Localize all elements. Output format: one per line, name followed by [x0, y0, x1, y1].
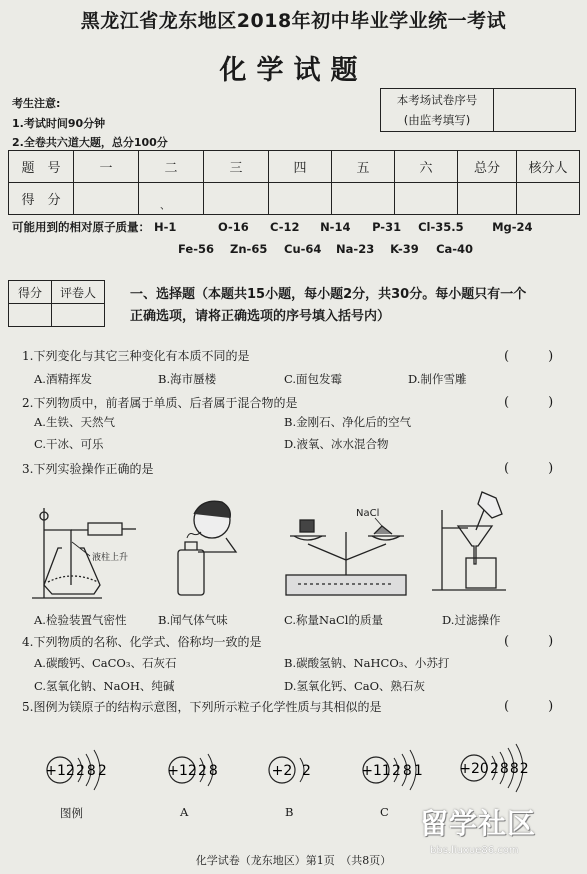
q1-option-c: C.面包发霉 — [284, 372, 343, 386]
atomic-mass: Cu-64 — [284, 242, 322, 256]
score-cell[interactable] — [204, 183, 269, 215]
answer-paren[interactable]: ( ) — [504, 634, 554, 649]
grader-score-label: 得分 — [9, 281, 52, 304]
score-table-header-row — [9, 151, 580, 183]
section-1-line1: 一、选择题（本题共15小题，每小题2分，共30分。每小题只有一个 — [130, 287, 527, 302]
electron-shells: 282 — [76, 763, 109, 779]
question-1-stem: 1.下列变化与其它三种变化有本质不同的是 — [22, 349, 250, 363]
q2-option-c: C.干冰、可乐 — [34, 437, 104, 451]
grader-score-cell[interactable] — [9, 304, 52, 327]
grader-table — [8, 280, 105, 327]
question-5-stem: 5.图例为镁原子的结构示意图，下列所示粒子化学性质与其相似的是 — [22, 700, 382, 714]
atom-option-c — [361, 750, 425, 790]
q3-experiment-figures — [22, 490, 582, 605]
watermark-url: bbs.liuxue86.com — [430, 845, 519, 856]
q4-option-b: B.碳酸氢钠、NaHCO₃、小苏打 — [284, 656, 450, 670]
atomic-mass: P-31 — [372, 220, 402, 234]
score-header-cell: 四 — [269, 151, 332, 183]
q3-option-a: A.检验装置气密性 — [34, 613, 127, 627]
atomic-mass: Mg-24 — [492, 220, 533, 234]
score-header-cell: 题 号 — [9, 151, 74, 183]
electron-shells: 2882 — [490, 761, 530, 777]
q4-option-a: A.碳酸钙、CaCO₃、石灰石 — [34, 656, 177, 670]
atomic-mass: K-39 — [390, 242, 419, 256]
atom-option-d — [459, 744, 529, 792]
score-cell[interactable] — [269, 183, 332, 215]
atomic-mass: Zn-65 — [230, 242, 268, 256]
question-2-stem: 2.下列物质中，前者属于单质、后者属于混合物的是 — [22, 396, 298, 410]
exam-id-line2: (由监考填写) — [403, 113, 471, 127]
score-tick: 、 — [160, 200, 170, 212]
q3-option-b: B.闻气体气味 — [158, 613, 228, 627]
nucleus-charge: +12 — [45, 763, 75, 779]
q4-option-d: D.氢氧化钙、CaO、熟石灰 — [284, 679, 426, 693]
nucleus-charge: +11 — [361, 763, 391, 779]
q3-option-d: D.过滤操作 — [442, 613, 501, 627]
q4-option-c: C.氢氧化钠、NaOH、纯碱 — [34, 679, 175, 693]
balance-scale — [286, 520, 406, 595]
atomic-mass: Na-23 — [336, 242, 375, 256]
electron-shells: 2 — [302, 763, 311, 779]
atomic-mass: C-12 — [270, 220, 300, 234]
score-header-cell: 六 — [395, 151, 458, 183]
watermark-brand: 留学社区 — [420, 807, 537, 840]
score-cell[interactable] — [458, 183, 517, 215]
exam-subtitle: 化学试题 — [219, 55, 368, 86]
score-header-cell: 一 — [74, 151, 139, 183]
question-3-stem: 3.下列实验操作正确的是 — [22, 462, 154, 476]
electron-shells: 28 — [198, 763, 220, 779]
atom-option-b — [269, 757, 311, 783]
atomic-masses-label: 可能用到的相对原子质量： — [12, 220, 150, 234]
exam-id-field[interactable] — [494, 89, 575, 131]
exam-id-label — [381, 89, 494, 131]
atomic-mass: O-16 — [218, 220, 249, 234]
score-header-cell: 总分 — [458, 151, 517, 183]
smelling-gas-figure — [178, 501, 236, 595]
q1-option-b: B.海市蜃楼 — [158, 372, 217, 386]
filtration-apparatus — [432, 492, 506, 590]
atomic-mass: Ca-40 — [436, 242, 474, 256]
atomic-masses-line1 — [12, 219, 533, 235]
score-header-cell: 核分人 — [517, 151, 580, 183]
exam-id-box — [380, 88, 576, 132]
notes-item-1: 1.考试时间90分钟 — [12, 116, 106, 130]
nacl-label: NaCl — [356, 508, 380, 519]
atomic-mass: Cl-35.5 — [418, 220, 464, 234]
atom-option-a — [167, 754, 220, 786]
atom-label-a: A — [180, 805, 189, 819]
exam-id-line1: 本考场试卷序号 — [396, 93, 478, 107]
section-1-heading — [130, 284, 570, 328]
atom-label-legend: 图例 — [60, 806, 83, 820]
nucleus-charge: +2 — [271, 763, 293, 779]
answer-paren[interactable]: ( ) — [504, 699, 554, 714]
answer-paren[interactable]: ( ) — [504, 349, 554, 364]
nucleus-charge: +12 — [167, 763, 197, 779]
candidate-notes — [12, 94, 168, 153]
score-header-cell: 五 — [332, 151, 395, 183]
liquid-rise-label: 液柱上升 — [92, 553, 129, 563]
q3-option-c: C.称量NaCl的质量 — [284, 613, 383, 627]
score-row-label: 得 分 — [9, 183, 74, 215]
atom-diagrams — [40, 740, 560, 800]
q2-option-b: B.金刚石、净化后的空气 — [284, 415, 412, 429]
score-cell[interactable] — [139, 183, 204, 215]
atomic-mass: N-14 — [320, 220, 351, 234]
exam-title: 黑龙江省龙东地区2018年初中毕业学业统一考试 — [80, 10, 507, 32]
score-cell[interactable] — [332, 183, 395, 215]
atom-label-c: C — [380, 805, 389, 819]
atomic-mass: H-1 — [154, 220, 177, 234]
score-header-cell: 三 — [204, 151, 269, 183]
q2-option-a: A.生铁、天然气 — [34, 415, 115, 429]
notes-item-2: 2.全卷共六道大题，总分100分 — [12, 136, 168, 149]
electron-shells: 281 — [392, 763, 425, 779]
score-table-score-row — [9, 183, 580, 215]
question-4-stem: 4.下列物质的名称、化学式、俗称均一致的是 — [22, 635, 262, 649]
atom-legend-mg — [45, 750, 109, 790]
notes-heading: 考生注意: — [12, 97, 61, 110]
grader-name-label: 评卷人 — [52, 281, 105, 304]
score-cell[interactable] — [395, 183, 458, 215]
atomic-mass: Fe-56 — [178, 242, 214, 256]
answer-paren[interactable]: ( ) — [504, 461, 554, 476]
q1-option-d: D.制作雪雕 — [408, 372, 467, 386]
answer-paren[interactable]: ( ) — [504, 395, 554, 410]
nucleus-charge: +20 — [459, 761, 489, 777]
q2-option-d: D.液氧、冰水混合物 — [284, 437, 389, 451]
nacl-pointer — [375, 518, 382, 526]
pointer-line — [72, 542, 90, 556]
score-table — [8, 150, 580, 215]
page-footer: 化学试卷（龙东地区）第1页 （共8页） — [195, 854, 392, 867]
section-1-line2: 正确选项，请将正确选项的序号填入括号内） — [130, 309, 391, 324]
atomic-masses-line2 — [178, 242, 473, 256]
q1-option-a: A.酒精挥发 — [34, 372, 92, 386]
atom-label-b: B — [285, 805, 294, 819]
score-cell[interactable] — [517, 183, 580, 215]
score-header-cell: 二 — [139, 151, 204, 183]
score-cell[interactable] — [74, 183, 139, 215]
grader-name-cell[interactable] — [52, 304, 105, 327]
